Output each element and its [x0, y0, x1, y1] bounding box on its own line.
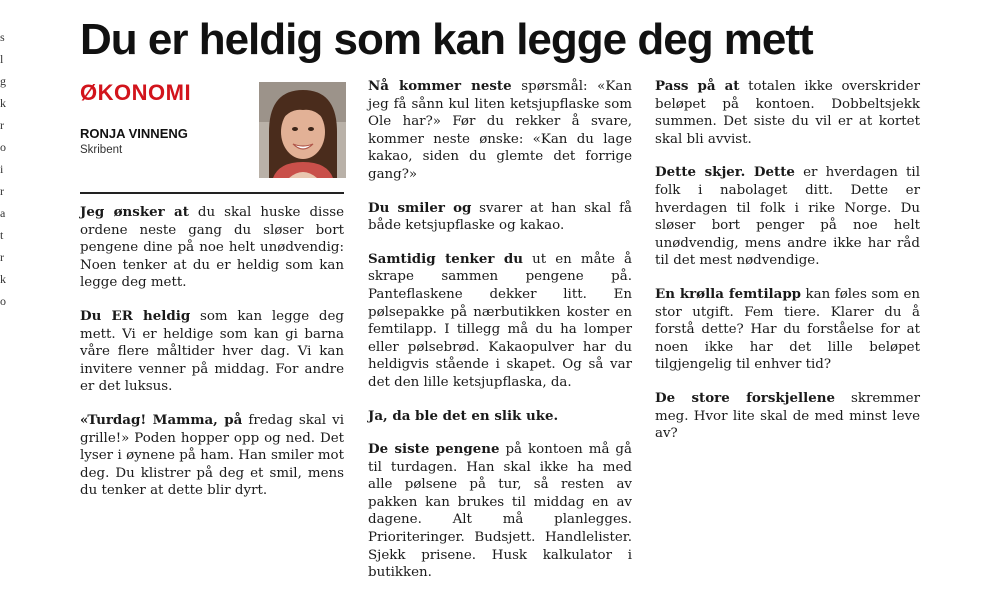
paragraph-lead: Ja, da ble det en slik uke. [368, 407, 559, 424]
section-label: ØKONOMI [80, 80, 192, 105]
paragraph-lead: Du smiler og [368, 199, 472, 216]
paragraph-lead: Du ER heldig [80, 307, 191, 324]
edge-glyph: r [0, 184, 4, 198]
headline: Du er heldig som kan legge deg mett [80, 15, 813, 64]
edge-glyph: o [0, 294, 6, 308]
paragraph-lead: «Turdag! Mamma, på [80, 411, 243, 428]
paragraph [80, 412, 344, 500]
edge-glyph: t [0, 228, 4, 242]
paragraph-text: er hverdagen til folk i nabolaget ditt. Dette er hverdagen til folk i rike Norge. Du sløser bort penger på noe helt unødvendig, mens andre ikke har råd til det mest nødvendige. [655, 165, 921, 269]
edge-glyph: r [0, 250, 4, 264]
paragraph-lead: Jeg ønsker at [80, 204, 189, 220]
edge-glyph: k [0, 272, 6, 286]
edge-glyph: a [0, 206, 6, 220]
portrait-image [259, 82, 346, 178]
byline-divider [80, 192, 344, 194]
paragraph [368, 200, 632, 235]
adjacent-page-edge [0, 26, 12, 496]
paragraph-text: svarer at han skal få både ketsjupflaske og kakao. [368, 200, 633, 234]
paragraph [655, 164, 920, 270]
paragraph-text: kan føles som en stor utgift. Fem tiere. Klarer du å forstå dette? Har du forståelse for at noen ikke har det lille beløpet tilgjengelig til enhver tid? [655, 286, 921, 373]
paragraph-lead: Nå kommer neste [368, 78, 512, 94]
paragraph [80, 308, 344, 396]
edge-glyph: r [0, 118, 4, 132]
paragraph [368, 408, 632, 426]
paragraph [655, 390, 920, 443]
paragraph-text: ut en måte å skrape sammen pengene på. Panteflaskene dekker litt. En pølsepakke på nærbutikken koster en femtilapp. I tillegg må du ha lomper eller pølsebrød. Kakaopulver har du heldigvis stående i skapet. Og så var det den lille ketsjupflaska, da. [368, 251, 632, 390]
paragraph-text: totalen ikke overskrider beløpet på kontoen. Dobbeltsjekk summen. Det siste du vil er at kortet skal bli avvist. [655, 79, 920, 147]
paragraph-lead: Samtidig tenker du [368, 250, 524, 267]
paragraph-text: skremmer meg. Hvor lite skal de med minst leve av? [655, 390, 921, 442]
text-column-1 [80, 204, 344, 516]
text-column-3 [655, 78, 920, 459]
paragraph [655, 286, 920, 374]
paragraph-text: som kan legge deg mett. Vi er heldige som kan gi barna våre flere måltider hver dag. Vi kan invitere venner på middag. For andre er det luksus. [80, 308, 344, 395]
edge-glyph: o [0, 140, 6, 154]
paragraph-lead: De siste pengene [368, 441, 500, 458]
paragraph [368, 441, 632, 582]
paragraph [80, 204, 344, 292]
author-name: RONJA VINNENG [80, 126, 188, 141]
paragraph-lead: Pass på at [655, 78, 740, 94]
edge-glyph: k [0, 96, 6, 110]
edge-glyph: s [0, 30, 5, 44]
text-column-2 [368, 78, 632, 598]
paragraph-text: fredag skal vi grille!» Poden hopper opp og ned. Det lyser i øynene på ham. Han smiler mot deg. Du klistrer på deg et smil, mens du tenker at dette blir dyrt. [80, 412, 344, 499]
paragraph-text: spørsmål: «Kan jeg få sånn kul liten ketsjupflaske som Ole har?» Før du rekker å svare, kommer neste ønske: «Kan du lage kakao, siden du glemte det forrige gang?» [368, 79, 632, 182]
paragraph-lead: Dette skjer. Dette [655, 164, 795, 181]
paragraph [655, 78, 920, 148]
paragraph-lead: De store forskjellene [655, 389, 835, 406]
edge-glyph: i [0, 162, 4, 176]
edge-glyph: g [0, 74, 6, 88]
edge-glyph: l [0, 52, 4, 66]
paragraph-text: på kontoen må gå til turdagen. Han skal ikke ha med alle pølsene på tur, så resten av pakken kan brukes til middag en av dagene. Alt må planlegges. Prioriteringer. Budsjett. Handlelister. Sjekk prisene. Husk kalkulator i butikken. [368, 442, 632, 581]
paragraph [368, 78, 632, 184]
paragraph-lead: En krølla femtilapp [655, 285, 802, 302]
paragraph-text: du skal huske disse ordene neste gang du sløser bort pengene dine på noe helt unødvendig: Noen tenker at du er heldig som kan legge deg mett. [80, 205, 344, 291]
author-photo [259, 82, 346, 178]
author-role: Skribent [80, 144, 123, 156]
paragraph [368, 251, 632, 392]
